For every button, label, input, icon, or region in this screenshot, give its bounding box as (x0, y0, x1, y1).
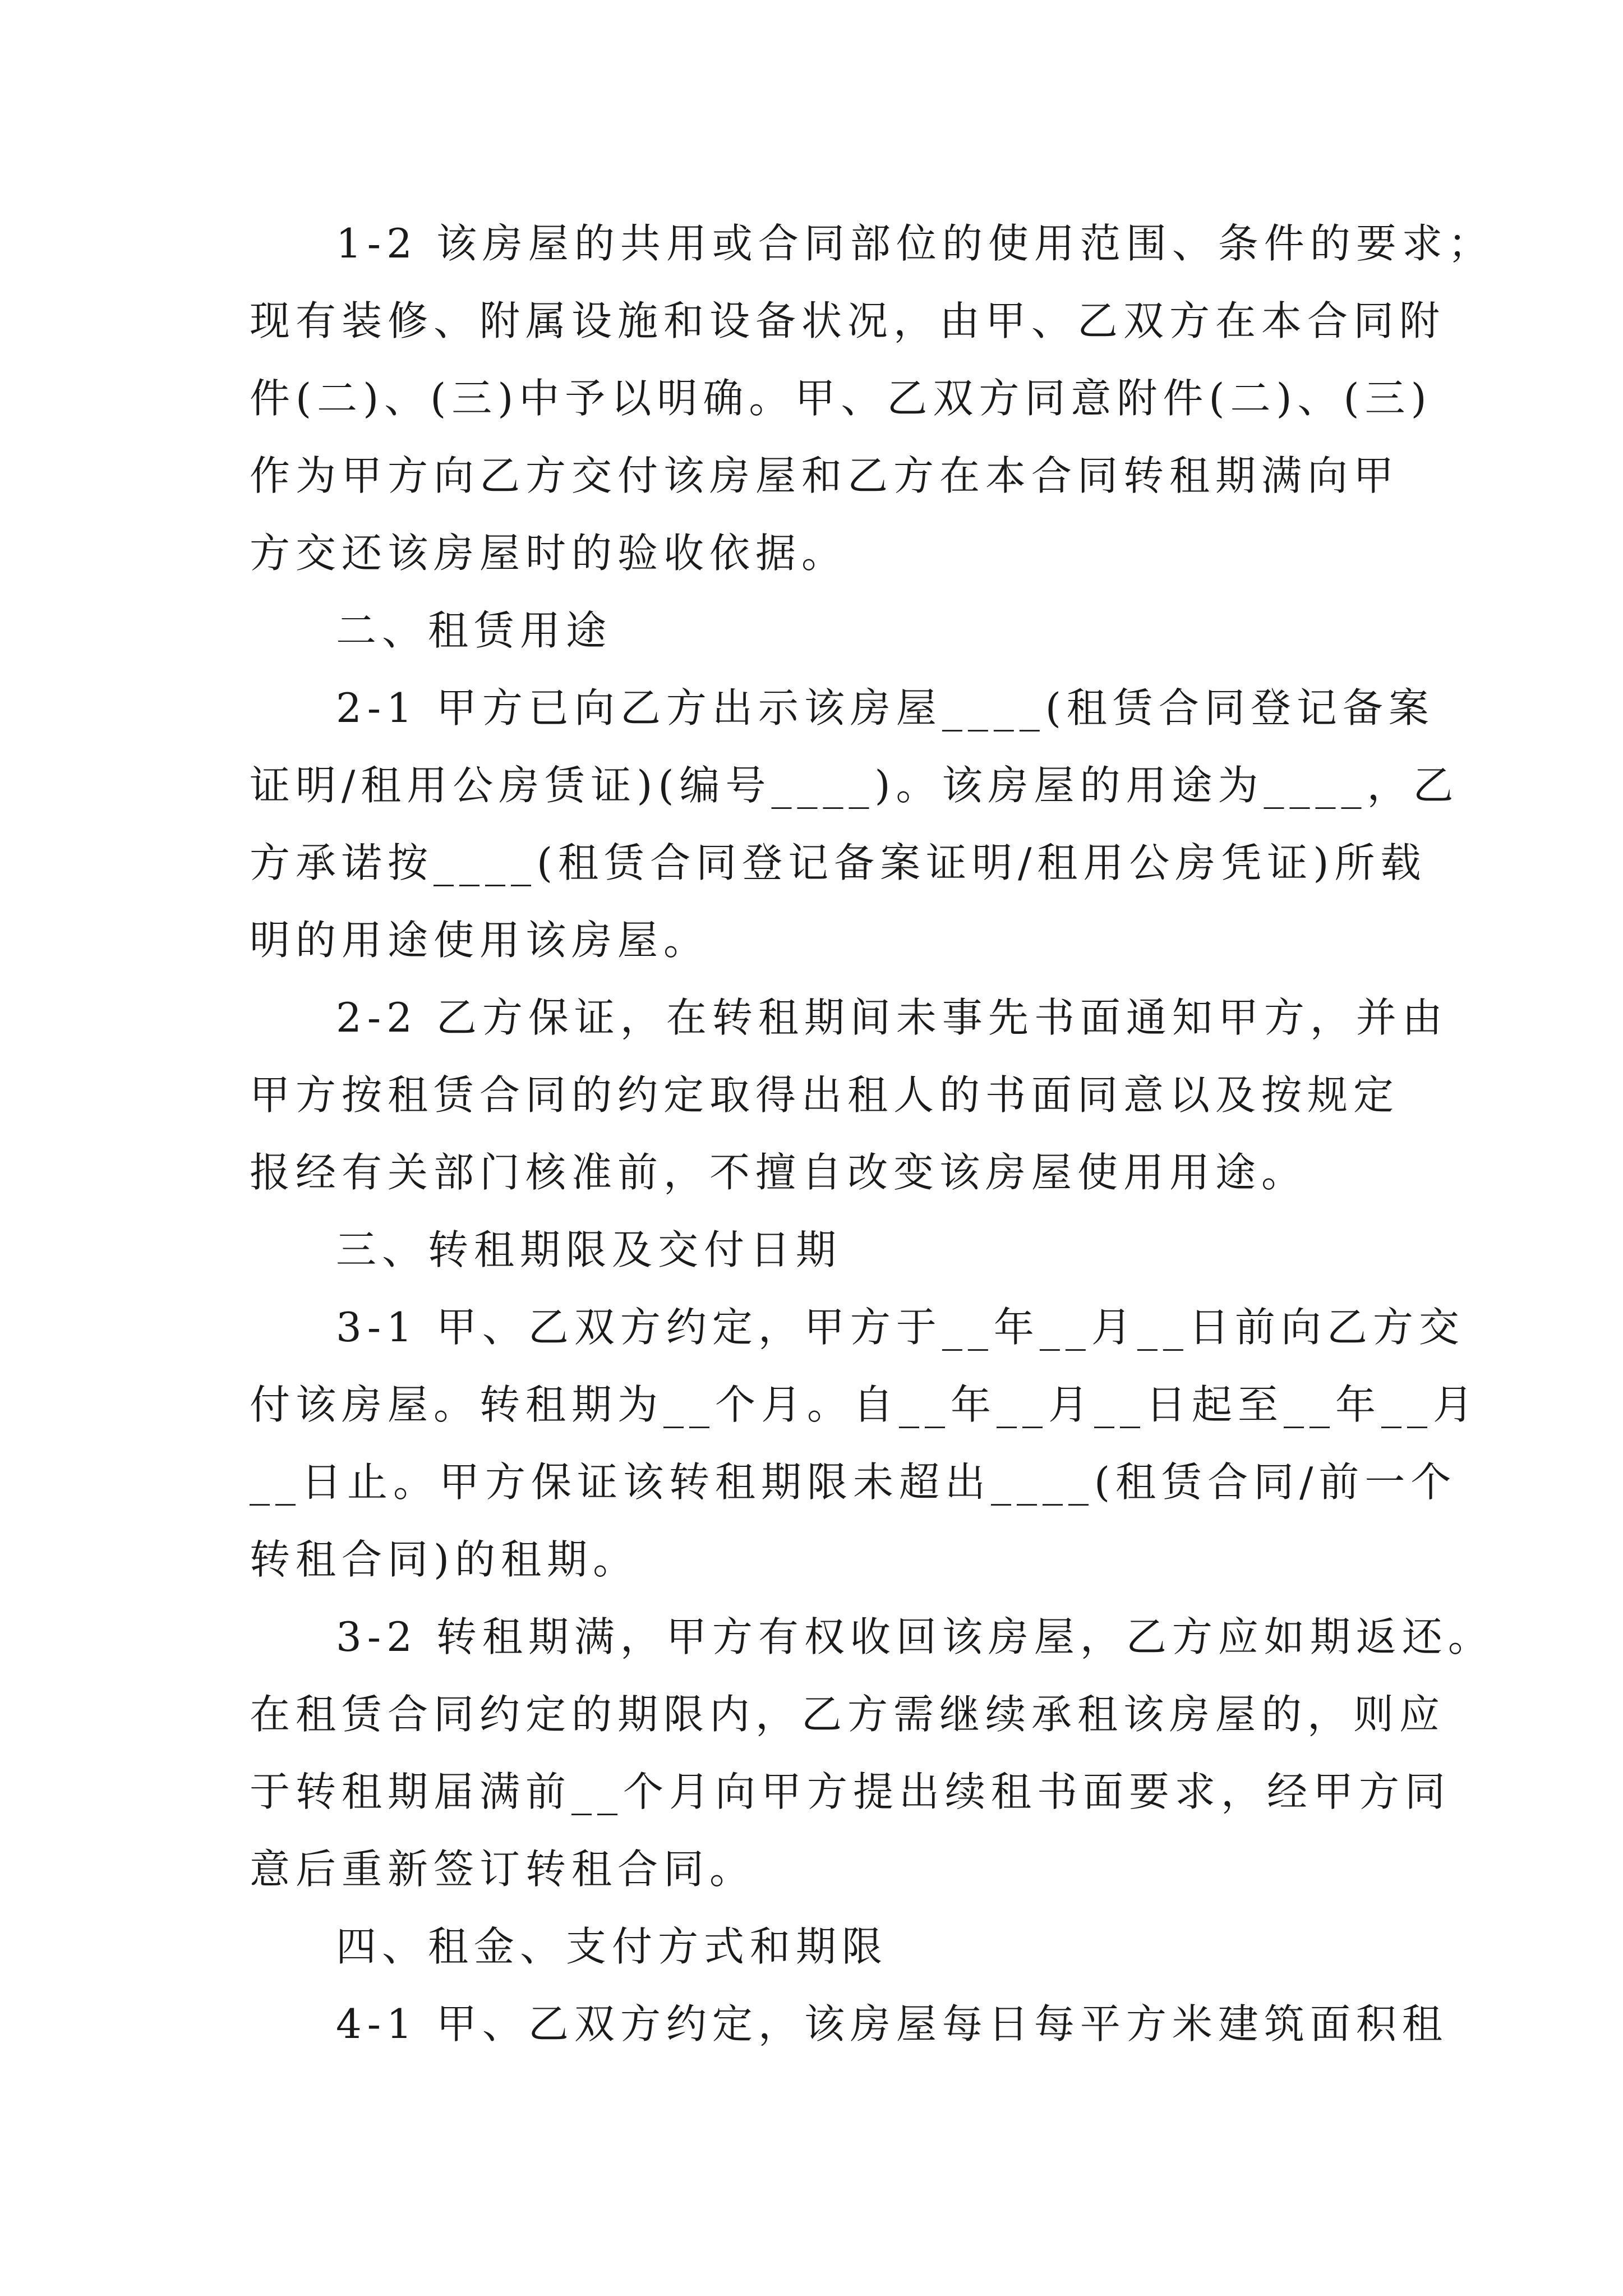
section-heading-3: 三、转租期限及交付日期 (336, 1226, 842, 1273)
clause-2-1-line-3: 方承诺按____(租赁合同登记备案证明/租用公房凭证)所载 (250, 839, 1427, 886)
clause-2-1-line-4: 明的用途使用该房屋。 (250, 917, 710, 964)
section-heading-2: 二、租赁用途 (336, 607, 612, 654)
clause-3-1-line-2: 付该房屋。转租期为__个月。自__年__月__日起至__年__月 (250, 1381, 1479, 1428)
clause-1-2-line-2: 现有装修、附属设施和设备状况，由甲、乙双方在本合同附 (250, 297, 1446, 344)
clause-3-2-line-4: 意后重新签订转租合同。 (250, 1846, 756, 1893)
clause-3-1-line-4: 转租合同)的租期。 (250, 1536, 639, 1583)
clause-2-2-line-1: 2-2 乙方保证，在转租期间未事先书面通知甲方，并由 (336, 994, 1448, 1041)
clause-3-2-line-3: 于转租期届满前__个月向甲方提出续租书面要求，经甲方同 (250, 1768, 1451, 1815)
clause-4-1-line-1: 4-1 甲、乙双方约定，该房屋每日每平方米建筑面积租 (336, 2000, 1448, 2047)
clause-3-1-line-3: __日止。甲方保证该转租期限未超出____(租赁合同/前一个 (250, 1458, 1457, 1506)
clause-1-2-line-4: 作为甲方向乙方交付该房屋和乙方在本合同转租期满向甲 (250, 452, 1400, 499)
clause-1-2-line-5: 方交还该房屋时的验收依据。 (250, 530, 848, 577)
clause-1-2-line-3: 件(二)、(三)中予以明确。甲、乙双方同意附件(二)、(三) (250, 375, 1432, 422)
clause-1-2-line-1: 1-2 该房屋的共用或合同部位的使用范围、条件的要求； (336, 220, 1494, 267)
document-body (250, 205, 1494, 2063)
clause-2-2-line-3: 报经有关部门核准前，不擅自改变该房屋使用用途。 (250, 1149, 1308, 1196)
clause-3-2-line-2: 在租赁合同约定的期限内，乙方需继续承租该房屋的，则应 (250, 1691, 1446, 1738)
section-heading-4: 四、租金、支付方式和期限 (336, 1923, 888, 1970)
clause-2-2-line-2: 甲方按租赁合同的约定取得出租人的书面同意以及按规定 (250, 1071, 1400, 1119)
clause-2-1-line-2: 证明/租用公房赁证)(编号____)。该房屋的用途为____，乙 (250, 762, 1459, 809)
clause-3-1-line-1: 3-1 甲、乙双方约定，甲方于__年__月__日前向乙方交 (336, 1304, 1465, 1351)
clause-3-2-line-1: 3-2 转租期满，甲方有权收回该房屋，乙方应如期返还。 (336, 1613, 1494, 1660)
clause-2-1-line-1: 2-1 甲方已向乙方出示该房屋____(租赁合同登记备案 (336, 684, 1435, 731)
